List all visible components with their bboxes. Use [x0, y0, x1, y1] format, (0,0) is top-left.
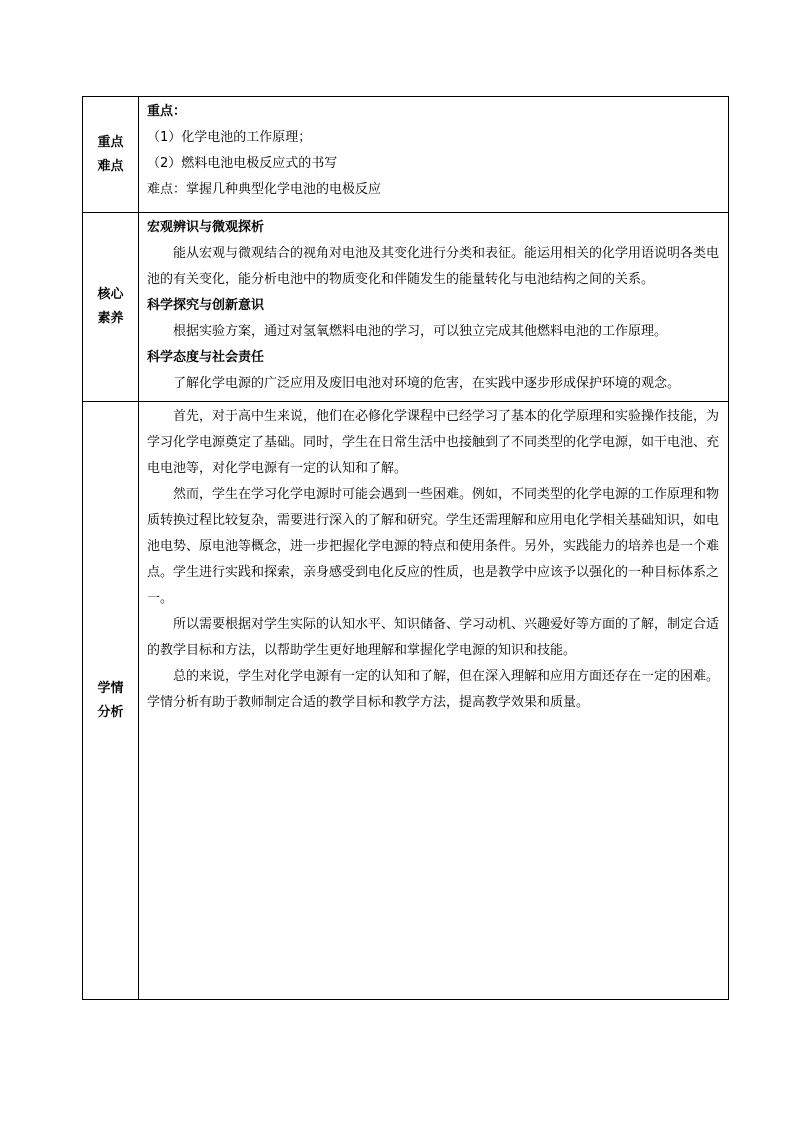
learning-analysis-row — [83, 402, 729, 1000]
key-points-heading: 重点： — [147, 104, 187, 119]
key-points-label-line2: 难点 — [97, 158, 124, 174]
analysis-paragraph: 首先，对于高中生来说，他们在必修化学课程中已经学习了基本的化学原理和实验操作技能，为学习化学电源奠定了基础。同时，学生在日常生活中也接触到了不同类型的化学电源，如干电池、充电电池等，对化学电源有一定的认知和了解。 — [147, 409, 720, 476]
key-points-content — [139, 97, 729, 213]
key-points-label-line1: 重点 — [97, 134, 124, 150]
core-literacy-content — [139, 213, 729, 402]
lesson-plan-table — [82, 96, 729, 1000]
difficulty-text: 难点：掌握几种典型化学电池的电极反应 — [147, 182, 382, 197]
key-point-item: （2）燃料电池电极反应式的书写 — [147, 156, 338, 171]
analysis-label — [83, 402, 139, 1000]
core-literacy-label-line2: 素养 — [97, 311, 124, 326]
section-title: 科学态度与社会责任 — [147, 350, 265, 365]
analysis-label-line1: 学情 — [97, 680, 124, 696]
core-literacy-label-line1: 核心 — [97, 287, 124, 302]
analysis-label-line2: 分析 — [97, 704, 124, 720]
key-difficult-points-row — [83, 97, 729, 213]
core-literacy-row — [83, 213, 729, 402]
section-text: 了解化学电源的广泛应用及废旧电池对环境的危害，在实践中逐步形成保护环境的观念。 — [173, 376, 681, 391]
key-point-item: （1）化学电池的工作原理； — [147, 130, 312, 145]
analysis-paragraph: 总的来说，学生对化学电源有一定的认知和了解，但在深入理解和应用方面还存在一定的困难。学情分析有助于教师制定合适的教学目标和教学方法，提高教学效果和质量。 — [147, 669, 720, 710]
analysis-paragraph: 然而，学生在学习化学电源时可能会遇到一些困难。例如，不同类型的化学电源的工作原理和物质转换过程比较复杂，需要进行深入的了解和研究。学生还需理解和应用电化学相关基础知识，如电池电势、原电池等概念，进一步把握化学电源的特点和使用条件。另外，实践能力的培养也是一个难点。学生进行实践和探索，亲身感受到电化反应的性质，也是教学中应该予以强化的一种目标体系之一。 — [147, 487, 720, 606]
analysis-content — [139, 402, 729, 1000]
key-points-label — [83, 97, 139, 213]
section-text: 能从宏观与微观结合的视角对电池及其变化进行分类和表征。能运用相关的化学用语说明各类电池的有关变化，能分析电池中的物质变化和伴随发生的能量转化与电池结构之间的关系。 — [147, 246, 720, 287]
analysis-paragraph: 所以需要根据对学生实际的认知水平、知识储备、学习动机、兴趣爱好等方面的了解，制定合适的教学目标和方法，以帮助学生更好地理解和掌握化学电源的知识和技能。 — [147, 617, 720, 658]
section-title: 科学探究与创新意识 — [147, 298, 265, 313]
core-literacy-label — [83, 213, 139, 402]
section-title: 宏观辨识与微观探析 — [147, 220, 265, 235]
section-text: 根据实验方案，通过对氢氧燃料电池的学习，可以独立完成其他燃料电池的工作原理。 — [173, 324, 668, 339]
